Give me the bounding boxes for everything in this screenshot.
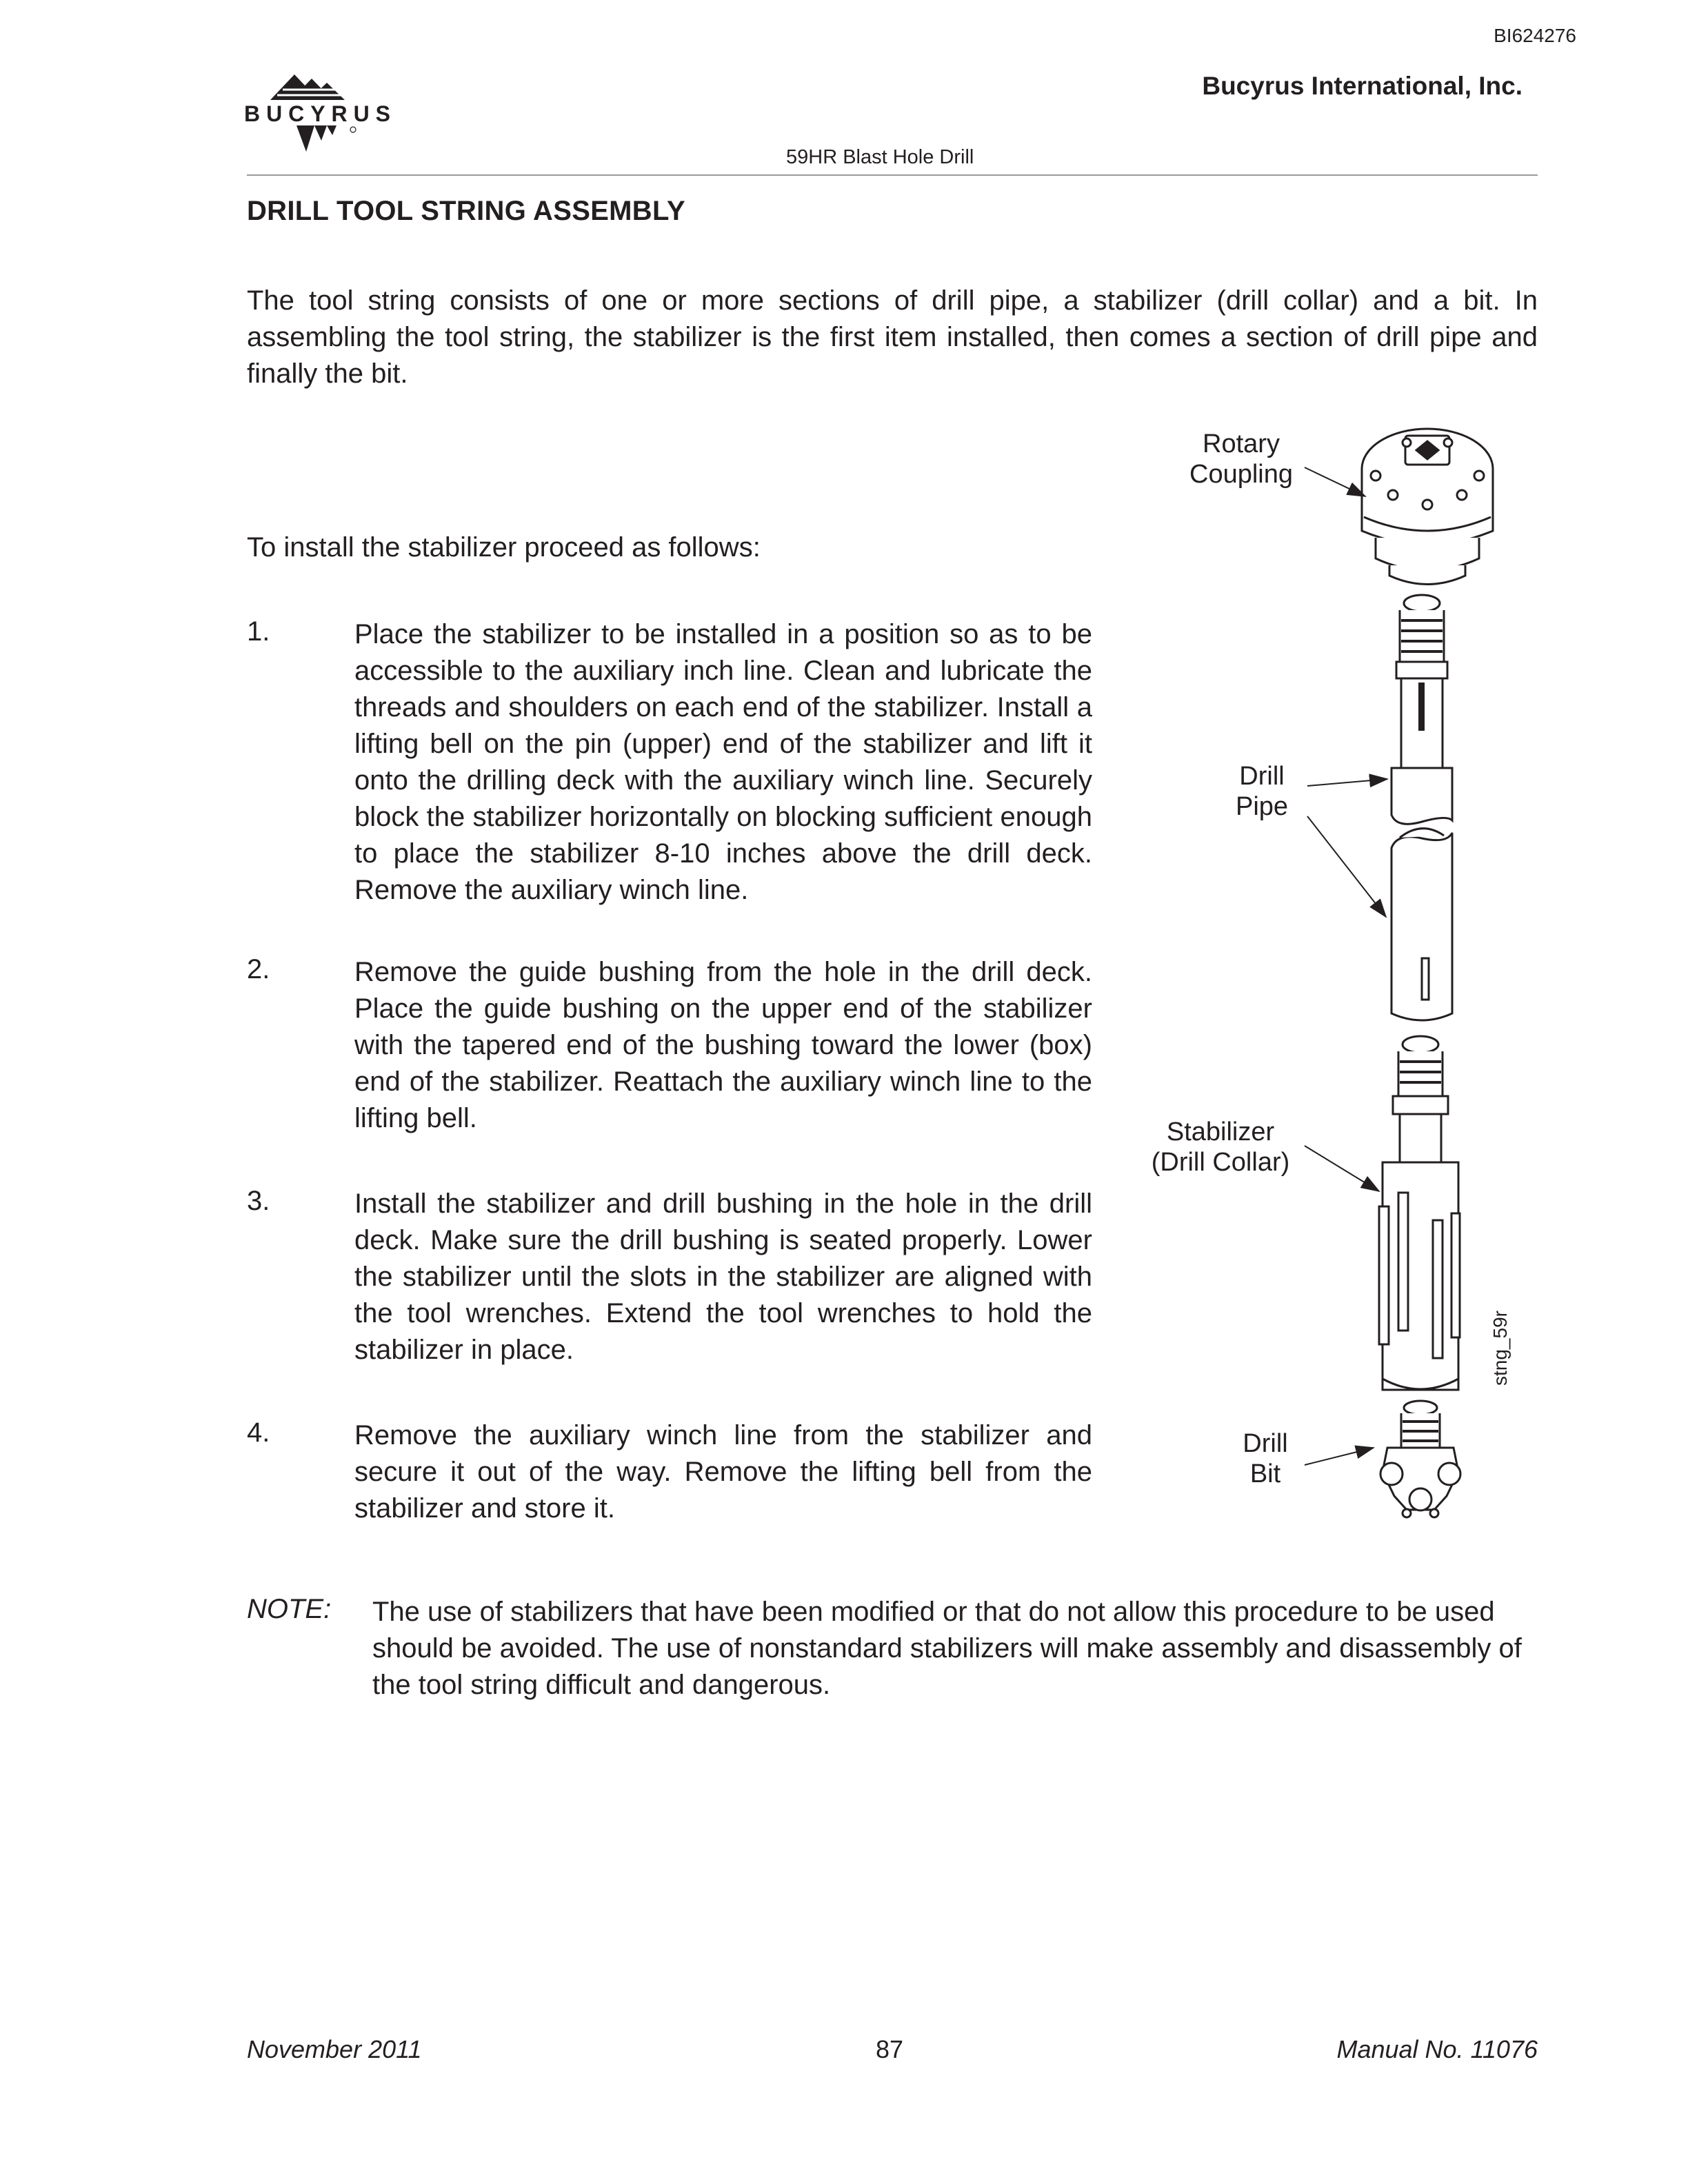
callout-line: Bit (1249, 1459, 1281, 1488)
callout-line: Coupling (1189, 460, 1293, 489)
company-name: Bucyrus International, Inc. (1202, 72, 1523, 100)
callout-line: Drill (1239, 762, 1285, 791)
callout-line: Pipe (1235, 792, 1289, 821)
step-number: 1. (247, 616, 270, 647)
callout-line: Drill (1243, 1429, 1288, 1458)
tool-string-illustration (1103, 407, 1586, 1551)
logo-wordmark: BUCYRUS (244, 101, 390, 126)
note-label: NOTE: (247, 1594, 332, 1624)
bucyrus-logo (243, 69, 394, 159)
step-text: Install the stabilizer and drill bushing in the hole in the drill deck. Make sure the drill bushing is seated properly. Lower the stabilizer until the slots in the stabilizer are aligned with the tool wrenches. Extend the tool wrenches to hold the stabilizer in place. (354, 1189, 1092, 1365)
callout-line: (Drill Collar) (1151, 1148, 1290, 1177)
logo-graphic (243, 69, 394, 159)
document-id: BI624276 (1494, 25, 1576, 46)
manual-number: Manual No. 11076 (1336, 2035, 1538, 2063)
footer-date: November 2011 (247, 2035, 422, 2063)
step-text: Remove the auxiliary winch line from the stabilizer and secure it out of the way. Remove the lifting bell from the stabilizer and store it. (354, 1420, 1092, 1524)
callout-line: Rotary (1203, 429, 1280, 458)
header-rule (247, 174, 1538, 176)
stabilizer-drawing (1379, 1036, 1460, 1390)
step-number: 2. (247, 954, 270, 984)
page-number: 87 (876, 2035, 904, 2063)
note-text: The use of stabilizers that have been modified or that do not allow this procedure to be used should be avoided. The use of nonstandard stabilizers will make assembly and disassembly of the tool string difficult and dangerous. (372, 1597, 1522, 1700)
procedure-lead: To install the stabilizer proceed as follows: (247, 532, 761, 563)
step-number: 4. (247, 1417, 270, 1448)
step-text: Place the stabilizer to be installed in a position so as to be accessible to the auxiliary inch line. Clean and lubricate the threads and shoulders on each end of the stabilizer. Install a lifting bell on the pin (upper) end of the stabilizer and lift it onto the drilling deck with the auxiliary winch line. Securely block the stabilizer horizontally on blocking sufficient enough to place the stabilizer 8-10 inches above the drill deck. Remove the auxiliary winch line. (354, 619, 1092, 905)
drill-pipe-lower-drawing (1391, 829, 1452, 1020)
step-text: Remove the guide bushing from the hole in the drill deck. Place the guide bushing on the upper end of the stabilizer with the tapered end of the bushing toward the lower (box) end of the stabilizer. Reattach the auxiliary winch line to the lifting bell. (354, 957, 1092, 1133)
drill-bit-drawing (1380, 1401, 1460, 1517)
callout-line: Stabilizer (1166, 1118, 1275, 1146)
step-number: 3. (247, 1186, 270, 1216)
intro-paragraph: The tool string consists of one or more sections of drill pipe, a stabilizer (drill collar) and a bit. In assembling the tool string, the stabilizer is the first item installed, then comes a section of drill pipe and finally the bit. (247, 285, 1538, 389)
figure-code: stng_59r (1489, 1311, 1511, 1386)
document-subtitle: 59HR Blast Hole Drill (786, 146, 974, 168)
drill-pipe-upper-drawing (1391, 595, 1452, 824)
rotary-coupling-drawing (1362, 429, 1493, 585)
section-title: DRILL TOOL STRING ASSEMBLY (247, 196, 686, 226)
